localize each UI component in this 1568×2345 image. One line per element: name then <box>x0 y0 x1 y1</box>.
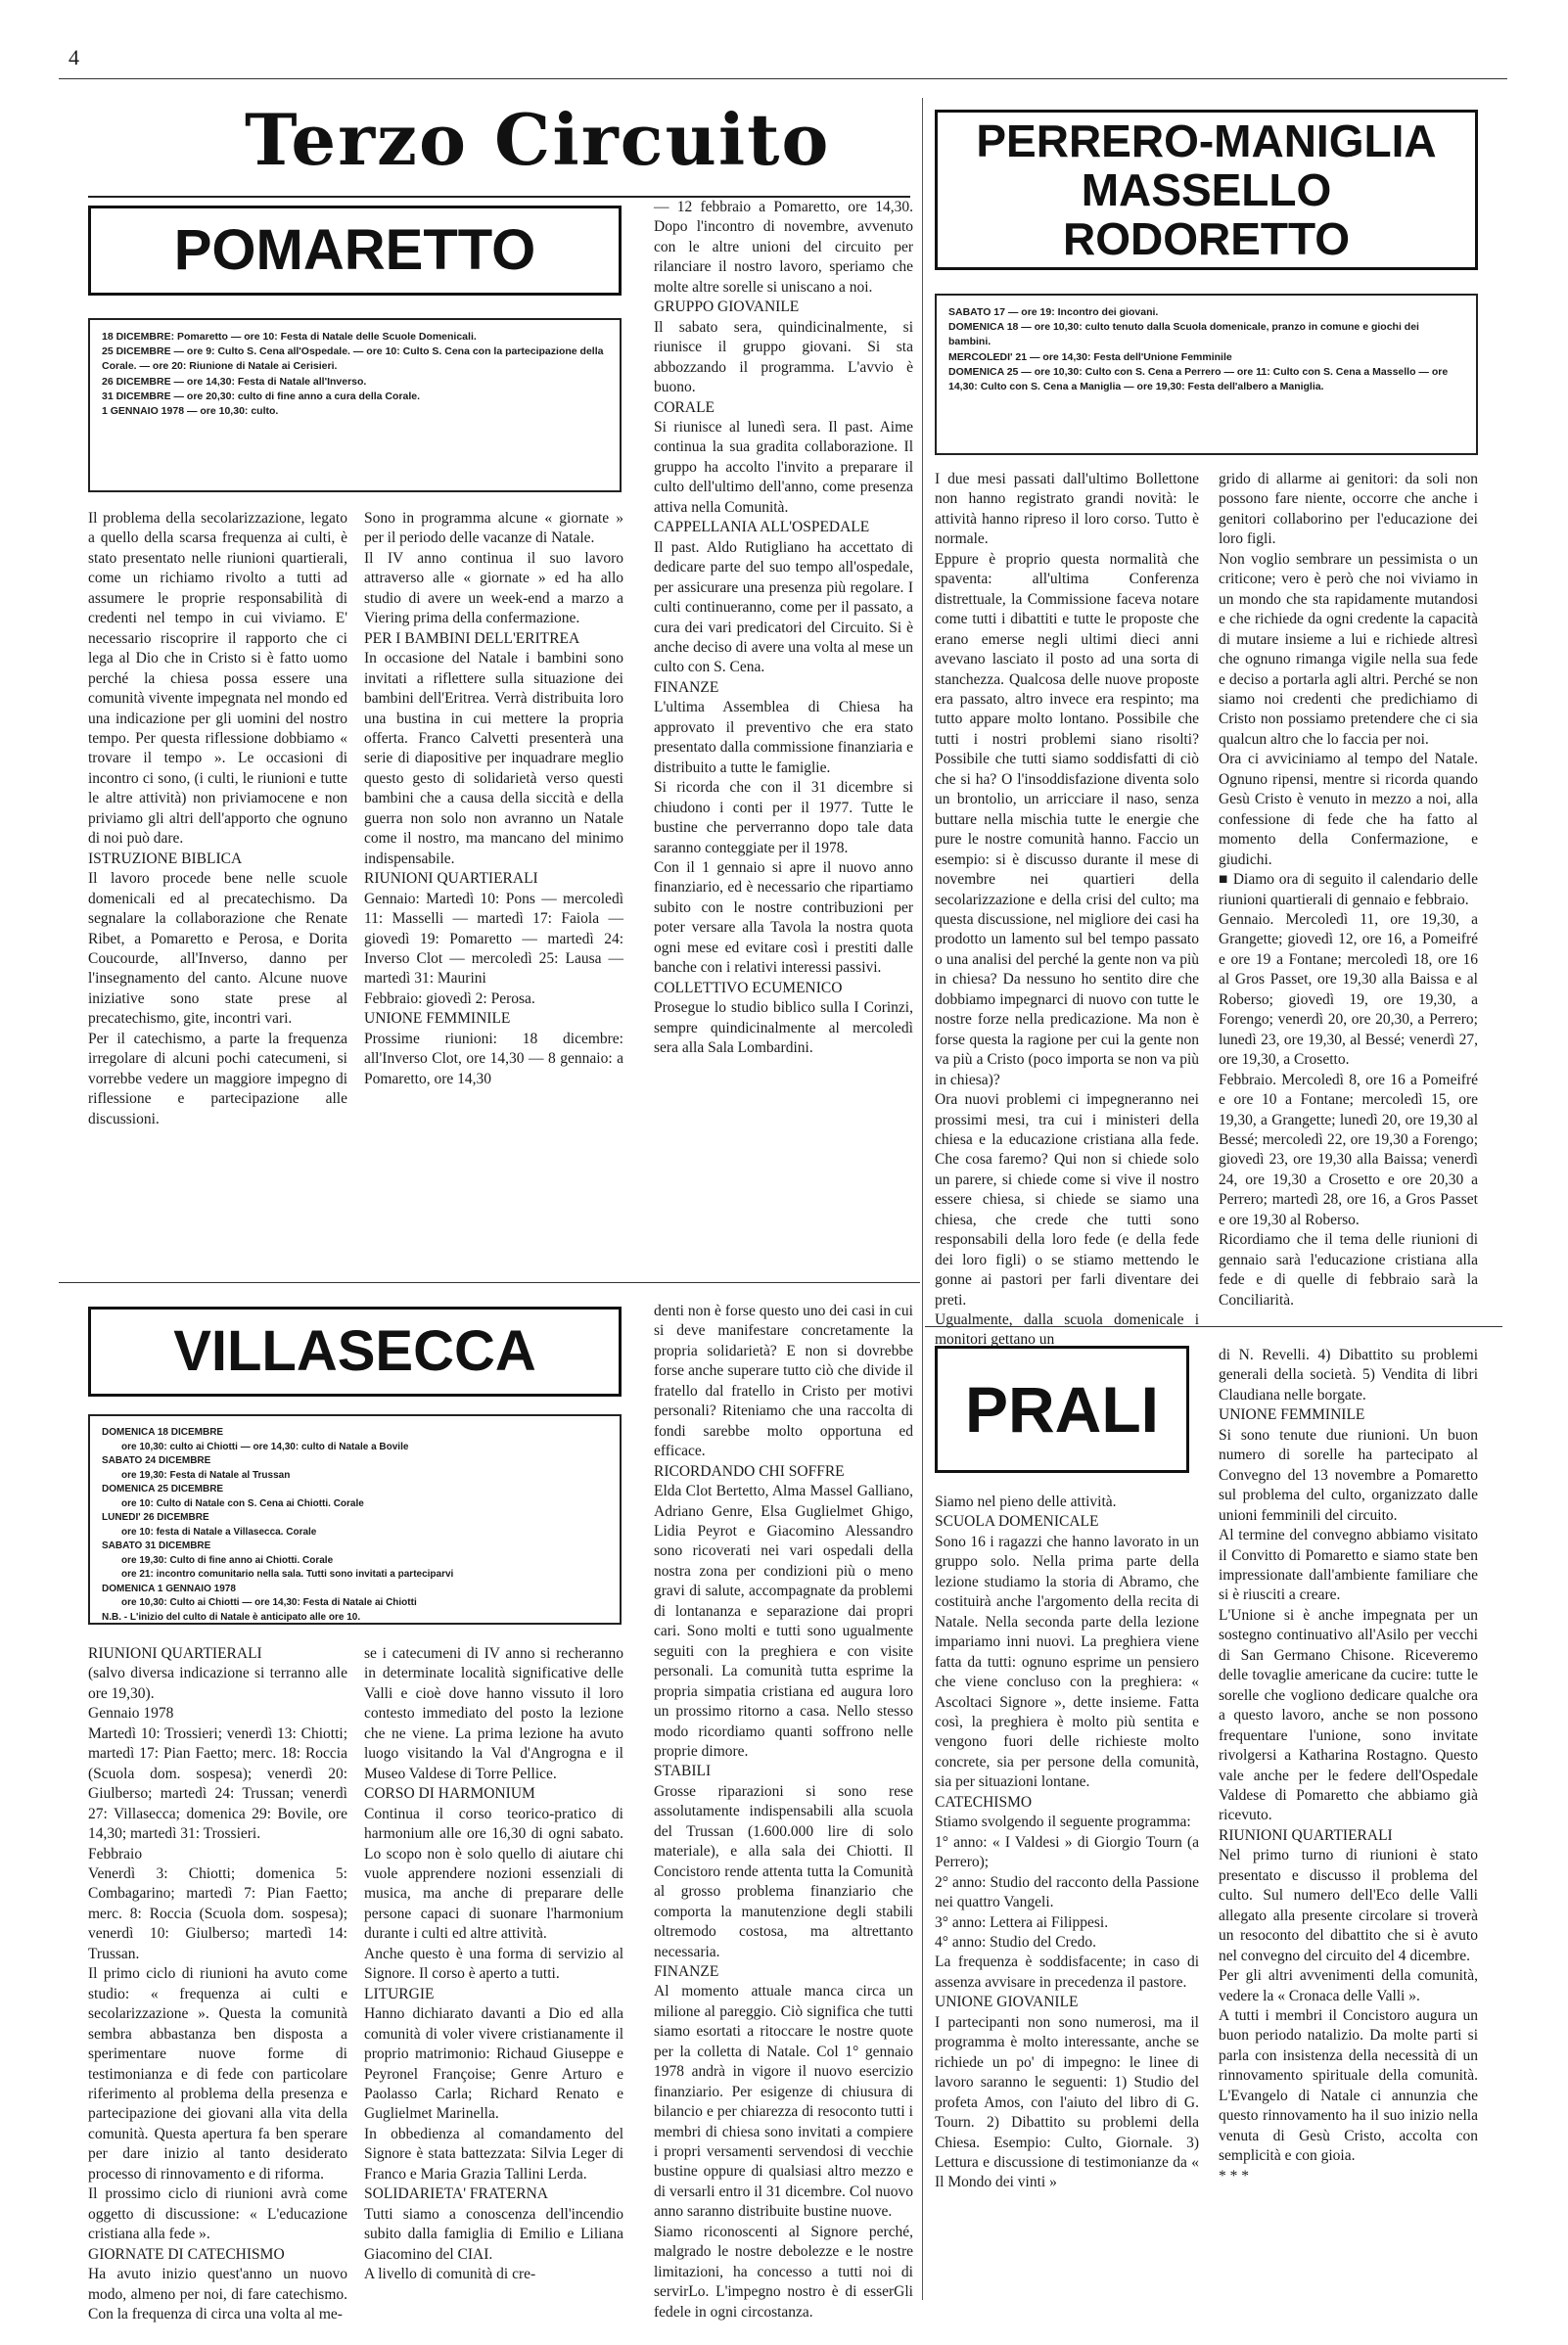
schedule-line: MERCOLEDI' 21 — ore 14,30: Festa dell'Unione Femminile <box>948 350 1232 363</box>
schedule-line: ore 21: incontro comunitario nella sala. Tutti sono invitati a parteciparvi <box>121 1569 454 1580</box>
schedule-line: ore 10: Culto di Natale con S. Cena ai Chiotti. Corale <box>121 1497 364 1509</box>
perrero-title-line: RODORETTO <box>1062 213 1351 264</box>
pomaretto-schedule <box>88 318 622 492</box>
schedule-line: SABATO 17 — ore 19: Incontro dei giovani. <box>948 306 1159 318</box>
schedule-line: DOMENICA 18 DICEMBRE <box>102 1427 224 1438</box>
schedule-line: DOMENICA 25 DICEMBRE <box>102 1484 224 1494</box>
pomaretto-column-3: — 12 febbraio a Pomaretto, ore 14,30. Dopo l'incontro di novembre, avvenuto con le altre unioni del circuito per rilanciare il nostro lavoro, speriamo che molte altre sorelle si uniscano a noi. GRUPPO GIOVANILE Il sabato sera, quindicinalmente, si riunisce il gruppo giovani. Si sta abbozzando il programma. L'avvio è buono. CORALE Si riunisce al lunedì sera. Il past. Aime continua la sua gradita collaborazione. Il gruppo ha accolto l'invito a preparare il culto dell'ultimo dell'anno, come presenza attiva nella Comunità. CAPPELLANIA ALL'OSPEDALE Il past. Aldo Rutigliano ha accettato di dedicare parte del suo tempo all'ospedale, per assicurare una presenza più regolare. I culti continueranno, come per il passato, a cura dei vari predicatori del Circuito. Si è anche deciso di avere una volta al mese un culto con S. Cena. FINANZE L'ultima Assemblea di Chiesa ha approvato il preventivo che era stato presentato dalla commissione finanziaria e distribuito a tutte le famiglie. Si ricorda che con il 31 dicembre si chiudono i conti per il 1977. Tutte le bustine che perverranno dopo tale data saranno conteggiate per il 1978. Con il 1 gennaio si apre il nuovo anno finanziario, ed è necessario che ripartiamo subito con le nostre contribuzioni per poter versare alla Tavola la nostra quota ogni mese ed evitare così i prestiti dalle banche con i relativi interessi passivi. COLLETTIVO ECUMENICO Prosegue lo studio biblico sulla I Corinzi, sempre quindicinalmente al mercoledì sera alla Sala Lombardini. <box>654 199 913 1057</box>
column-divider <box>922 98 923 2300</box>
pomaretto-column-2: Sono in programma alcune « giornate » per il periodo delle vacanze di Natale. Il IV anno continua il suo lavoro attraverso alle « giornate » ed ha allo studio di avere un week-end a marzo a Viering prima della confermazione. PER I BAMBINI DELL'ERITREA In occasione del Natale i bambini sono invitati a riflettere sulla situazione dei bambini dell'Eritrea. Verrà distribuita loro una bustina in cui mettere la propria offerta. Franco Calvetti presenterà una serie di diapositive per inquadrare meglio questo gesto di solidarietà verso questi bambini che a causa della siccità e della guerra non solo non avranno un Natale come il nostro, ma mancano del minimo indispensabile. RIUNIONI QUARTIERALI Gennaio: Martedì 10: Pons — mercoledì 11: Masselli — martedì 17: Faiola — giovedì 19: Pomaretto — martedì 24: Inverso Clot — mercoledì 25: Lausa — martedì 31: Maurini Febbraio: giovedì 2: Perosa. UNIONE FEMMINILE Prossime riunioni: 18 dicembre: all'Inverso Clot, ore 14,30 — 8 gennaio: a Pomaretto, ore 14,30 <box>364 510 623 1087</box>
schedule-line: ore 19,30: Festa di Natale al Trussan <box>121 1469 291 1481</box>
perrero-title-line: MASSELLO <box>1081 164 1332 215</box>
villasecca-heading <box>88 1307 622 1397</box>
villasecca-name: VILLASECCA <box>173 1319 536 1383</box>
schedule-line: DOMENICA 25 — ore 10,30: Culto con S. Cena a Perrero — ore 11: Culto con S. Cena a Massello — ore 14,30: Culto con S. Cena a Maniglia — ore 19,30: Festa dell'albero a Maniglia. <box>948 365 1449 393</box>
prali-heading <box>935 1346 1189 1473</box>
schedule-line: DOMENICA 1 GENNAIO 1978 <box>102 1583 236 1594</box>
schedule-line: SABATO 24 DICEMBRE <box>102 1455 211 1466</box>
prali-column-1: Siamo nel pieno delle attività. SCUOLA DOMENICALE Sono 16 i ragazzi che hanno lavorato in un gruppo solo. Nella prima parte della lezione studiamo la storia di Abramo, che costituirà anche l'argomento della recita di Natale. Nella seconda parte della lezione impariamo inni nuovi. La preghiera viene fatta da tutti: ognuno esprime un pensiero che viene concluso con la preghiera: « Ascoltaci Signore », dette insieme. Fatta così, la preghiera è molto più sentita e vengono fuori delle richieste molto concrete, sia per persone della comunità, sia per situazioni lontane. CATECHISMO Stiamo svolgendo il seguente programma: 1° anno: « I Valdesi » di Giorgio Tourn (a Perrero); 2° anno: Studio del racconto della Passione nei quattro Vangeli. 3° anno: Lettera ai Filippesi. 4° anno: Studio del Credo. La frequenza è soddisfacente; in caso di assenza avvisare in precedenza il pastore. UNIONE GIOVANILE I partecipanti non sono numerosi, ma il programma è molto interessante, anche se richiede un po' di impegno: le linee di lavoro saranno le seguenti: 1) Studio del profeta Amos, con l'aiuto del libro di G. Tourn. 2) Dibattito su problemi della Chiesa. Esempio: Culto, Giornale. 3) Lettura e discussione di testimonianze da « Il Mondo dei vinti » <box>935 1494 1199 2191</box>
prali-column-2: di N. Revelli. 4) Dibattito su problemi generali della società. 5) Vendita di libri Claudiana nelle borgate. UNIONE FEMMINILE Si sono tenute due riunioni. Un buon numero di sorelle ha partecipato al Convegno del 13 novembre a Pomaretto sul problema del culto, organizzato dalle unioni femminili del circuito. Al termine del convegno abbiamo visitato il Convitto di Pomaretto e siamo state ben impressionate dall'ambiente familiare che si è riusciti a creare. L'Unione si è anche impegnata per un sostegno continuativo all'Asilo per vecchi di San Germano Chisone. Riceveremo delle tovaglie americane da cucire: tutte le sorelle che vogliono dedicare qualche ora a questo lavoro, anche se non possono frequentare l'unione, sono invitate rivolgersi a Katharina Rostagno. Questo vale anche per le federe dell'Ospedale Valdese di Pomaretto che abbiamo già ricevuto. RIUNIONI QUARTIERALI Nel primo turno di riunioni è stato presentato e discusso il problema del culto. Sul numero dell'Eco delle Valli allegato alla presente circolare si troverà un resoconto del dibattito che si è avuto nel convegno del circuito del 4 dicembre. Per gli altri avvenimenti della comunità, vedere la « Cronaca delle Valli ». A tutti i membri il Concistoro augura un buon periodo natalizio. Da molte parti si parla con insistenza della necessità di un rinnovamento spirituale della comunità. L'Evangelo di Natale ci annunzia che questo rinnovamento ha il suo inizio nella venuta di Gesù Cristo, accolta con semplicità e con gioia. * * * <box>1219 1347 1478 2184</box>
schedule-line: N.B. - L'inizio del culto di Natale è anticipato alle ore 10. <box>102 1611 361 1623</box>
villasecca-column-3: denti non è forse questo uno dei casi in cui si deve manifestare concretamente la propria solidarietà? E non si dovrebbe forse anche superare tutto ciò che divide il fratello dal fratello in Cristo per motivi personali? Riteniamo che una raccolta di fondi sarebbe molto opportuna ed efficace. RICORDANDO CHI SOFFRE Elda Clot Bertetto, Alma Massel Galliano, Adriano Genre, Elsa Guglielmet Ghigo, Lidia Peyrot e Giacomino Alessandro sono ricoverati nei vari ospedali della nostra zona per condizioni più o meno gravi di salute, accompagnate da problemi di lontananza e separazione dai propri cari. Sono molti e tutti sono ugualmente seguiti con la preghiera e con visite personali. La comunità tutta esprime la propria simpatia cristiana ed augura loro un prossimo ritorno a casa. Nello stesso modo ricordiamo quanti soffrono nelle proprie dimore. STABILI Grosse riparazioni si sono rese assolutamente indispensabili alla scuola del Trussan (1.600.000 lire di solo materiale), e alla sala dei Chiotti. Il Concistoro rende attenta tutta la Comunità al grosso problema finanziario che comporta la manutenzione degli stabili oltremodo costosa, ma altrettanto necessaria. FINANZE Al momento attuale manca circa un milione al pareggio. Ciò significa che tutti siamo esortati a ritoccare le nostre quote per la colletta di Natale. Col 1° gennaio 1978 andrà in vigore il nuovo esercizio finanziario. Per esigenze di chiusura di bilancio e per chiarezza di resoconto tutti i membri di chiesa sono invitati a compiere i propri versamenti servendosi di vecchie bustine oppure di qualsiasi altro mezzo e di versarli entro il 31 dicembre. Col nuovo anno saranno distribuite bustine nuove. Siamo riconoscenti al Signore perché, malgrado le nostre debolezze e le nostre limitazioni, ha concesso a tutti noi di servirLo. L'impegno nostro è di esserGli fedele in ogni circostanza. <box>654 1303 913 2321</box>
section-separator <box>925 1326 1502 1327</box>
perrero-heading <box>935 110 1478 270</box>
schedule-line: DOMENICA 18 — ore 10,30: culto tenuto dalla Scuola domenicale, pranzo in comune e giochi dei bambini. <box>948 321 1419 348</box>
pomaretto-heading <box>88 206 622 296</box>
schedule-line: ore 10,30: Culto ai Chiotti — ore 14,30: Festa di Natale ai Chiotti <box>121 1597 417 1608</box>
schedule-line: 18 DICEMBRE: Pomaretto — ore 10: Festa di Natale delle Scuole Domenicali. <box>102 331 477 343</box>
schedule-line: 1 GENNAIO 1978 — ore 10,30: culto. <box>102 405 279 418</box>
page-number: 4 <box>69 45 79 69</box>
perrero-column-1: I due mesi passati dall'ultimo Bollettone non hanno registrato grandi novità: le attività hanno ripreso il loro corso. Tutto è normale. Eppure è proprio questa normalità che spaventa: all'ultima Conferenza distrettuale, la Commissione faceva notare come tutti i dibattiti e tutte le proposte che erano emerse negli ultimi dieci anni avevano lasciato il posto ad una sorta di stanchezza. Qualcosa delle nuove proposte era passato, altro invece era respinto; ma tutto appare molto lontano. Possibile che tutti i nostri problemi siano risolti? Possibile che tutti siamo soddisfatti di ciò che si ha? O l'insoddisfazione diventa solo un brontolio, un arricciare il naso, senza buttare nella mischia tutte le energie che pure le nostre comunità hanno. Faccio un esempio: si è discusso durante il mese di novembre nei quartieri della secolarizzazione e della crisi del culto; ma questa discussione, nel migliore dei casi ha prodotto un lamento sul bel tempo passato o una analisi del perché la gente non va più in chiesa? Da nessuno ho sentito dire che dobbiamo impegnarci di nuovo con tutte le nostre forze nella predicazione. Ma non è forse questa la ragione per cui la gente non va più a Cristo (poco importa se non va più in chiesa)? Ora nuovi problemi ci impegneranno nei prossimi mesi, tra cui i ministeri della chiesa e la educazione cristiana alla fede. Che cosa faremo? Qui non si chiede solo un parere, si chiede come si vive il nostro essere chiesa, si chiede se siamo una chiesa, che crede che tutti sono responsabili della loro fede (e della fede dei loro figli) o se stiamo mettendo le gonne ai pastori per farli diventare dei preti. Ugualmente, dalla scuola domenicale i monitori gettano un <box>935 471 1199 1349</box>
perrero-column-2: grido di allarme ai genitori: da soli non possono fare niente, occorre che anche i genitori collaborino per l'educazione dei loro figli. Non voglio sembrare un pessimista o un criticone; vero è però che noi viviamo in un mondo che sta rapidamente mutandosi e che richiede da ogni credente la capacità di mutare insieme a lui e richiede altresì che ognuno rimanga vigile nella sua fede e deciso a portarla agli altri. Perché se non siamo noi credenti che predichiamo di Cristo non possiamo pretendere che ci sia qualcun altro che lo faccia per noi. Ora ci avviciniamo al tempo del Natale. Ognuno ripensi, mentre si ricorda quando Gesù Cristo è venuto in mezzo a noi, alla confessione di fede che ha fatto al momento della Confermazione, e giudichi. ■ Diamo ora di seguito il calendario delle riunioni quartierali di gennaio e febbraio. Gennaio. Mercoledì 11, ore 19,30, a Grangette; giovedì 12, ore 16, a Pomeifré e ore 19 a Fontane; mercoledì 18, ore 16 al Gros Passet, ore 19,30 alla Baissa e al Roberso; giovedì 19, ore 19,30, a Forengo; venerdì 20, ore 20,30, a Perrero; lunedì 23, ore 19,30, al Bessé; venerdì 27, ore 19,30, a Crosetto. Febbraio. Mercoledì 8, ore 16 a Pomeifré e ore 10 a Fontane; mercoledì 15, ore 19,30, a Grangette; lunedì 20, ore 19,30 al Bessé; mercoledì 22, ore 19,30 a Forengo; giovedì 23, ore 19,30 alla Baissa; venerdì 24, ore 19,30 a Crosetto e ore 20,30 a Perrero; martedì 28, ore 16, a Gros Passet e ore 19,30 al Roberso. Ricordiamo che il tema delle riunioni di gennaio sarà l'educazione cristiana alla fede e di quelle di febbraio sarà la Conciliarità. <box>1219 471 1478 1309</box>
schedule-line: 25 DICEMBRE — ore 9: Culto S. Cena all'Ospedale. — ore 10: Culto S. Cena con la partecipazione della Corale. — ore 20: Riunione di Natale ai Cerisieri. <box>102 345 604 373</box>
schedule-line: 31 DICEMBRE — ore 20,30: culto di fine anno a cura della Corale. <box>102 390 421 402</box>
schedule-line: ore 10: festa di Natale a Villasecca. Corale <box>121 1526 317 1538</box>
pomaretto-name: POMARETTO <box>173 218 536 282</box>
perrero-title-line: PERRERO-MANIGLIA <box>976 115 1437 166</box>
perrero-schedule <box>935 294 1478 455</box>
villasecca-column-2: se i catecumeni di IV anno si recheranno in determinate località significative delle Valli e cioè dove hanno vissuto il loro contesto immediato del posto la lezione che ne viene. La prima lezione ha avuto luogo visitando la Val d'Angrogna e il Museo Valdese di Torre Pellice. CORSO DI HARMONIUM Continua il corso teorico-pratico di harmonium alle ore 16,30 di ogni sabato. Lo scopo non è solo quello di aiutare chi vuole apprendere nozioni essenziali di musica, ma anche di preparare delle persone capaci di suonare l'harmonium durante i culti ed altre attività. Anche questo è una forma di servizio al Signore. Il corso è aperto a tutti. LITURGIE Hanno dichiarato davanti a Dio ed alla comunità di voler vivere cristianamente il proprio matrimonio: Richaud Giuseppe e Peyronel Françoise; Genre Arturo e Paolasso Carla; Richard Renato e Guglielmet Marinella. In obbedienza al comandamento del Signore è stata battezzata: Silvia Leger di Franco e Maria Grazia Tallini Lerda. SOLIDARIETA' FRATERNA Tutti siamo a conoscenza dell'incendio subito dalla famiglia di Emilio e Liliana Giacomino del CIAI. A livello di comunità di cre- <box>364 1645 623 2283</box>
prali-name: PRALI <box>965 1373 1159 1446</box>
schedule-line: SABATO 31 DICEMBRE <box>102 1540 211 1551</box>
section-title: Terzo Circuito <box>245 98 831 181</box>
pomaretto-column-1: Il problema della secolarizzazione, legato a quello della scarsa frequenza ai culti, è stato presentato nelle riunioni quartierali, come un richiamo rivolto a tutti ad assumere le proprie responsabilità di credenti nel tempo in cui viviamo. E' necessario riscoprire il rapporto che ci lega al Dio che in Cristo si è fatto uomo perché la chiesa possa essere una comunità vivente impegnata nel mondo ed una indicazione per gli uomini del nostro tempo. Per questa riflessione dobbiamo « trovare il tempo ». Le occasioni di incontro ci sono, (i culti, le riunioni e tutte le altre attività) non priviamocene e non priviamo gli altri dell'apporto che ognuno di noi può dare. ISTRUZIONE BIBLICA Il lavoro procede bene nelle scuole domenicali ed al precatechismo. Da segnalare la collaborazione che Renate Ribet, a Pomaretto e Perosa, e Dorita Coucourde, all'Inverso, danno per l'insegnamento del canto. Alcune nuove iniziative sono state prese al precatechismo, gite, incontri vari. Per il catechismo, a parte la frequenza irregolare di alcuni pochi catecumeni, si vorrebbe vedere un maggiore impegno di riflessione e partecipazione alle discussioni. <box>88 510 347 1127</box>
schedule-line: ore 19,30: Culto di fine anno ai Chiotti. Corale <box>121 1554 334 1566</box>
schedule-line: 26 DICEMBRE — ore 14,30: Festa di Natale all'Inverso. <box>102 375 367 388</box>
schedule-line: LUNEDI' 26 DICEMBRE <box>102 1512 209 1523</box>
villasecca-column-1: RIUNIONI QUARTIERALI (salvo diversa indicazione si terranno alle ore 19,30). Gennaio 1978 Martedì 10: Trossieri; venerdì 13: Chiotti; martedì 17: Pian Faetto; merc. 18: Roccia (Scuola dom. sospesa); venerdì 20: Giulberso; martedì 24: Trussan; venerdì 27: Villasecca; domenica 29: Bovile, ore 14,30; martedì 31: Trossieri. Febbraio Venerdì 3: Chiotti; domenica 5: Combagarino; martedì 7: Pian Faetto; merc. 8: Roccia (Scuola dom. sospesa); venerdì 10: Giulberso; martedì 14: Trussan. Il primo ciclo di riunioni ha avuto come studio: « frequenza ai culti e secolarizzazione ». Questa la comunità sembra abbastanza ben disposta a sperimentare nuove forme di testimonianza e di fede con particolare riferimento al problema della presenza e partecipazione dei giovani alla vita della comunità. Questa apertura fa ben sperare per dare inizio al tanto desiderato processo di rinnovamento e di riforma. Il prossimo ciclo di riunioni avrà come oggetto di discussione: « L'educazione cristiana alla fede ». GIORNATE DI CATECHISMO Ha avuto inizio quest'anno un nuovo modo, almeno per noi, di fare catechismo. Con la frequenza di circa una volta al me- <box>88 1645 347 2322</box>
villasecca-schedule <box>88 1414 622 1625</box>
schedule-line: ore 10,30: culto ai Chiotti — ore 14,30: culto di Natale a Bovile <box>121 1441 409 1452</box>
top-rule <box>59 78 1507 79</box>
section-separator <box>59 1282 920 1283</box>
